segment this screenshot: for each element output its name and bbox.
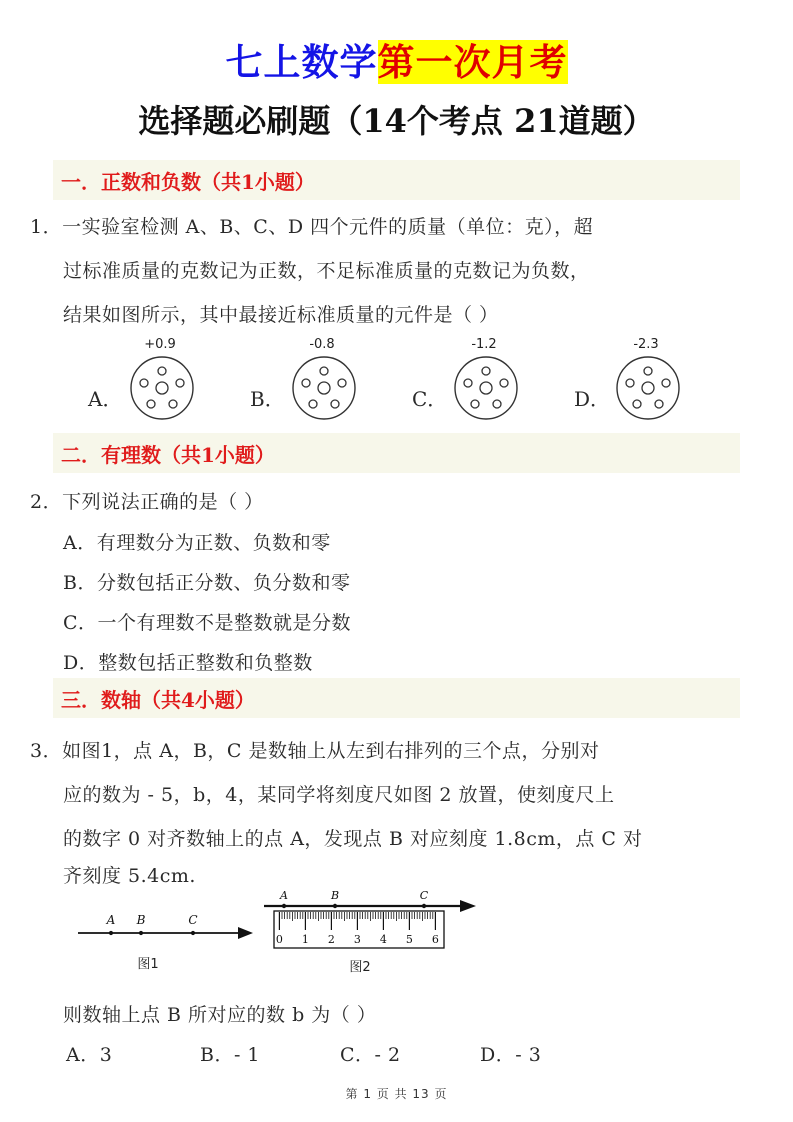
figure-2-ruler-diagram [262,890,482,958]
title-part-blue: 七上数学 [225,40,378,84]
figure-1-number-line [78,895,258,951]
svg-text:B: B [136,913,146,927]
figure-1 [78,895,258,970]
component-b-choice: B． [250,387,285,411]
svg-text:A: A [280,890,288,902]
question-2-option-c: C．一个有理数不是整数就是分数 [63,612,352,634]
svg-text:3: 3 [353,933,361,946]
question-3-ask: 则数轴上点 B 所对应的数 b 为（ ） [63,1004,377,1026]
figure-1-caption: 图1 [137,957,159,972]
figure-2 [262,890,482,975]
component-circle-icon [452,354,520,422]
svg-text:2: 2 [327,933,335,946]
svg-text:0: 0 [275,933,283,946]
component-figure-a [88,337,238,417]
component-a-choice: A． [88,387,123,411]
question-3-line-2: 应的数为 - 5，b，4，某同学将刻度尺如图 2 放置，使刻度尺上 [63,784,615,806]
question-3-option-b: B．- 1 [200,1044,261,1066]
question-2-option-b: B．分数包括正分数、负分数和零 [63,572,351,594]
question-3-option-a: A．3 [66,1044,113,1066]
question-1-line-3: 结果如图所示，其中最接近标准质量的元件是（ ） [63,304,499,326]
svg-text:1: 1 [301,933,309,946]
question-3-line-4: 齐刻度 5.4cm. [63,865,196,887]
component-d-choice: D． [574,387,611,411]
question-1-line-2: 过标准质量的克数记为正数，不足标准质量的克数记为负数， [63,260,590,282]
figure-2-caption: 图2 [349,960,371,975]
svg-text:6: 6 [431,933,439,946]
section-heading-1 [53,160,740,200]
question-1-line-1: 1．一实验室检测 A、B、C、D 四个元件的质量（单位：克），超 [30,216,594,238]
component-d-value: -2.3 [633,337,659,352]
section-heading-3 [53,678,740,718]
component-figure-c [412,337,562,417]
question-3-option-c: C．- 2 [340,1044,401,1066]
question-3-option-d: D．- 3 [480,1044,542,1066]
svg-text:5: 5 [405,933,413,946]
section-heading-2 [53,433,740,473]
svg-text:C: C [188,913,198,927]
component-figure-b [250,337,400,417]
question-3-line-3: 的数字 0 对齐数轴上的点 A，发现点 B 对应刻度 1.8cm，点 C 对 [63,828,643,850]
section-heading-3-label: 三．数轴（共4小题） [61,688,255,712]
section-heading-1-label: 一．正数和负数（共1小题） [61,170,315,194]
question-2-option-d: D．整数包括正整数和负整数 [63,652,313,674]
component-c-value: -1.2 [471,337,497,352]
question-2-option-a: A．有理数分为正数、负数和零 [63,532,331,554]
component-figure-d [574,337,724,417]
svg-text:4: 4 [379,933,387,946]
component-b-value: -0.8 [309,337,335,352]
title-part-highlighted: 第一次月考 [377,40,568,84]
page-title [0,32,793,86]
question-2-line-1: 2．下列说法正确的是（ ） [30,491,264,513]
svg-text:A: A [106,913,116,927]
component-circle-icon [128,354,196,422]
page-footer: 第 1 页 共 13 页 [345,1087,448,1101]
component-a-value: +0.9 [144,337,176,352]
component-circle-icon [290,354,358,422]
component-circle-icon [614,354,682,422]
svg-text:B: B [330,890,340,902]
component-c-choice: C． [412,387,448,411]
svg-text:C: C [419,890,429,902]
page-subtitle: 选择题必刷题（14个考点 21道题） [138,102,655,140]
question-3-line-1: 3．如图1，点 A，B，C 是数轴上从左到右排列的三个点，分别对 [30,740,600,762]
section-heading-2-label: 二．有理数（共1小题） [61,443,275,467]
